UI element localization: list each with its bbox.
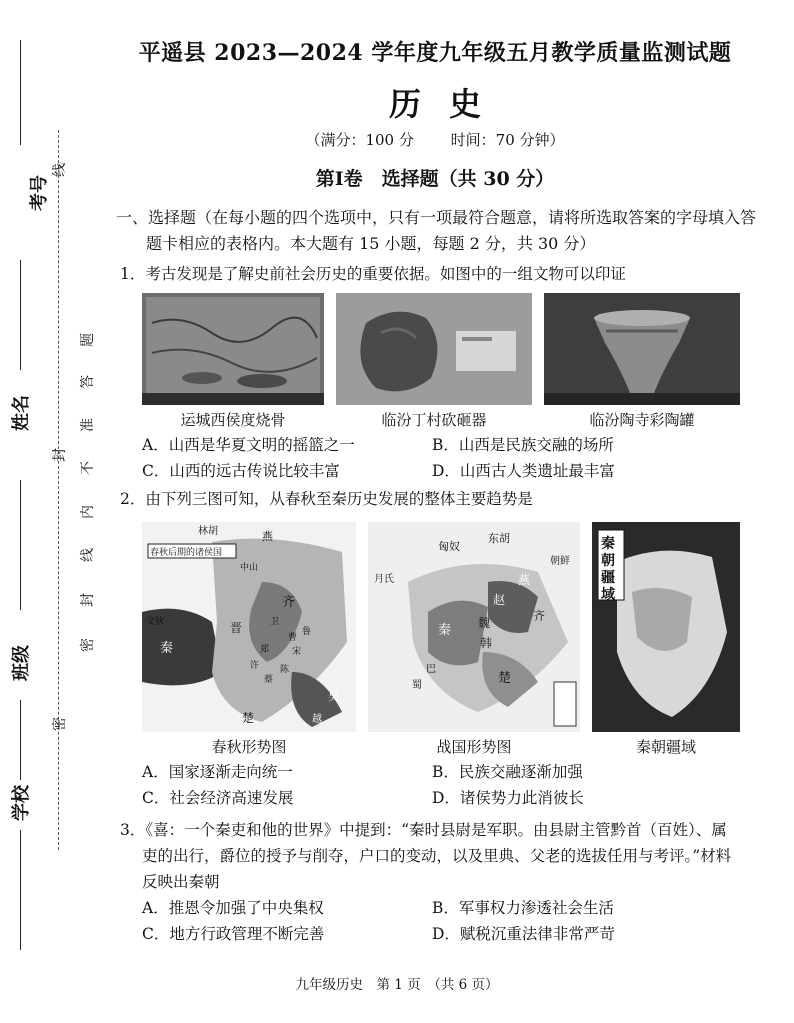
map-place: 燕: [262, 530, 273, 543]
class-line: [20, 480, 22, 610]
seal-char: 内: [80, 505, 96, 519]
map-place: 许: [250, 661, 260, 671]
map-place: 卫: [270, 617, 280, 627]
full-score: （满分：100 分: [305, 131, 414, 149]
option-c[interactable]: C．社会经济高速发展: [142, 789, 294, 807]
seal-char: 密: [80, 638, 96, 652]
seal-char: 密: [52, 717, 68, 731]
exam-time: 时间：70 分钟）: [450, 131, 565, 149]
map-place: 中山: [240, 563, 259, 573]
option-a[interactable]: A．推恩令加强了中央集权: [142, 899, 324, 917]
question-stem: 2．由下列三图可知，从春秋至秦历史发展的整体主要趋势是: [120, 490, 533, 508]
option-d[interactable]: D．赋税沉重法律非常严苛: [432, 925, 615, 943]
map-place: 蔡: [264, 675, 274, 685]
question-stem: 3．《喜：一个秦吏和他的世界》中提到：“秦时县尉是军职。由县尉主管黔首（百姓）、属: [120, 821, 727, 839]
school-line: [20, 700, 22, 780]
question-stem: 1．考古发现是了解史前社会历史的重要依据。如图中的一组文物可以印证: [120, 265, 626, 283]
seal-char: 封: [80, 593, 96, 607]
q2-options: [142, 759, 760, 811]
figure-caption: 战国形势图: [436, 738, 512, 756]
map-place: 赵: [493, 593, 506, 607]
map-place: 月氏: [374, 574, 394, 585]
section-instruction: [110, 205, 760, 257]
option-b[interactable]: B．军事权力渗透社会生活: [432, 899, 614, 917]
map-place: 齐: [282, 595, 296, 610]
figure-caption: 运城西侯度烧骨: [180, 411, 286, 429]
qin-territory-map: [592, 522, 740, 732]
seal-char: 不: [80, 461, 96, 475]
map-place: 林胡: [198, 526, 218, 537]
map-place: 鲁: [302, 627, 312, 637]
figure: [336, 293, 532, 430]
q1-image-row: [142, 293, 740, 430]
figure-caption: 秦朝疆域: [635, 738, 696, 756]
map-place: 宋: [292, 647, 302, 657]
figure: [368, 522, 580, 757]
exam-no-label: 考号: [29, 175, 50, 211]
map-place: 韩: [480, 636, 493, 650]
seal-char: 线: [52, 163, 68, 177]
burnt-bone-photo: [142, 293, 324, 405]
map-place: 郑: [260, 645, 270, 655]
name-line: [20, 260, 22, 370]
map-place: 楚: [242, 711, 255, 725]
option-c[interactable]: C．地方行政管理不断完善: [142, 925, 325, 943]
option-d[interactable]: D．诸侯势力此消彼长: [432, 789, 584, 807]
map-place: 燕: [518, 573, 531, 587]
map-title-char: 疆: [601, 570, 615, 586]
warring-states-map: [368, 522, 580, 732]
question-stem: 吏的出行，爵位的授予与削夺，户口的变动，以及里典、父老的选拔任用与考评。”材料: [142, 847, 732, 865]
exam-title: 平遥县 2023—2024 学年度九年级五月教学质量监测试题: [138, 40, 732, 66]
map-place: 巴: [426, 664, 436, 675]
instruction-line: 一、选择题（在每小题的四个选项中，只有一项最符合题意，请将所选取答案的字母填入答: [116, 208, 757, 227]
option-b[interactable]: B．山西是民族交融的场所: [432, 436, 614, 454]
question-1: [110, 261, 760, 287]
q1-options: [142, 432, 760, 484]
school-line-lower: [20, 830, 22, 950]
map-title-char: 域: [601, 587, 615, 603]
map-title-char: 秦: [601, 536, 615, 552]
q3-options: [142, 895, 760, 947]
map-place: 蜀: [412, 680, 422, 691]
seal-char: 封: [52, 448, 68, 462]
spring-autumn-map: [142, 522, 356, 732]
map-place: 秦: [438, 623, 452, 638]
map-place: 齐: [533, 609, 546, 623]
exam-page: [110, 30, 760, 947]
section-title: 第Ⅰ卷 选择题（共 30 分）: [315, 168, 555, 190]
map-place: 秦: [160, 641, 174, 656]
seal-dashed-line: [58, 130, 59, 850]
exam-no-line: [20, 40, 22, 145]
figure: [544, 293, 740, 430]
map-place: 吴: [328, 690, 339, 703]
map-place: 曹: [288, 633, 298, 643]
stone-chopper-photo: [336, 293, 532, 405]
map-place: 楚: [498, 671, 512, 686]
score-time-line: [110, 129, 760, 150]
option-c[interactable]: C．山西的远古传说比较丰富: [142, 462, 340, 480]
figure-caption: 春秋形势图: [211, 738, 287, 756]
map-place: 魏: [478, 616, 491, 630]
seal-char: 准: [80, 418, 96, 432]
painted-pottery-photo: [544, 293, 740, 405]
instruction-line: 题卡相应的表格内。本大题有 15 小题，每题 2 分，共 30 分）: [146, 234, 596, 253]
figure: [142, 522, 356, 757]
map-place: 越: [312, 714, 322, 725]
map-place: 东胡: [488, 532, 510, 545]
page-footer: 九年级历史 第 1 页 （共 6 页）: [295, 977, 499, 993]
q2-image-row: [142, 522, 740, 757]
option-a[interactable]: A．山西是华夏文明的摇篮之一: [142, 436, 355, 454]
seal-char: 题: [80, 333, 96, 347]
map-title-char: 朝: [601, 553, 615, 569]
option-a[interactable]: A．国家逐渐走向统一: [142, 763, 293, 781]
subject-title: 历史: [388, 85, 509, 123]
name-label: 姓名: [11, 395, 32, 431]
figure-caption: 临汾陶寺彩陶罐: [589, 411, 695, 429]
map-place: 文狄: [146, 617, 165, 627]
map-legend-text: 春秋后期的诸侯国: [150, 548, 223, 558]
option-b[interactable]: B．民族交融逐渐加强: [432, 763, 583, 781]
option-d[interactable]: D．山西古人类遗址最丰富: [432, 462, 615, 480]
map-place: 晋: [230, 621, 243, 635]
school-label: 学校: [11, 785, 32, 821]
figure: [592, 522, 740, 757]
class-label: 班级: [11, 645, 32, 681]
map-place: 朝鲜: [550, 556, 570, 567]
question-2: [110, 486, 760, 512]
figure: [142, 293, 324, 430]
seal-char: 答: [80, 375, 96, 389]
figure-caption: 临汾丁村砍砸器: [381, 411, 487, 429]
question-3: [110, 817, 760, 895]
map-place: 匈奴: [438, 540, 460, 553]
seal-char: 线: [80, 548, 96, 562]
binding-strip: [0, 0, 110, 1023]
map-place: 陈: [280, 665, 290, 675]
question-stem: 反映出秦朝: [142, 873, 220, 891]
